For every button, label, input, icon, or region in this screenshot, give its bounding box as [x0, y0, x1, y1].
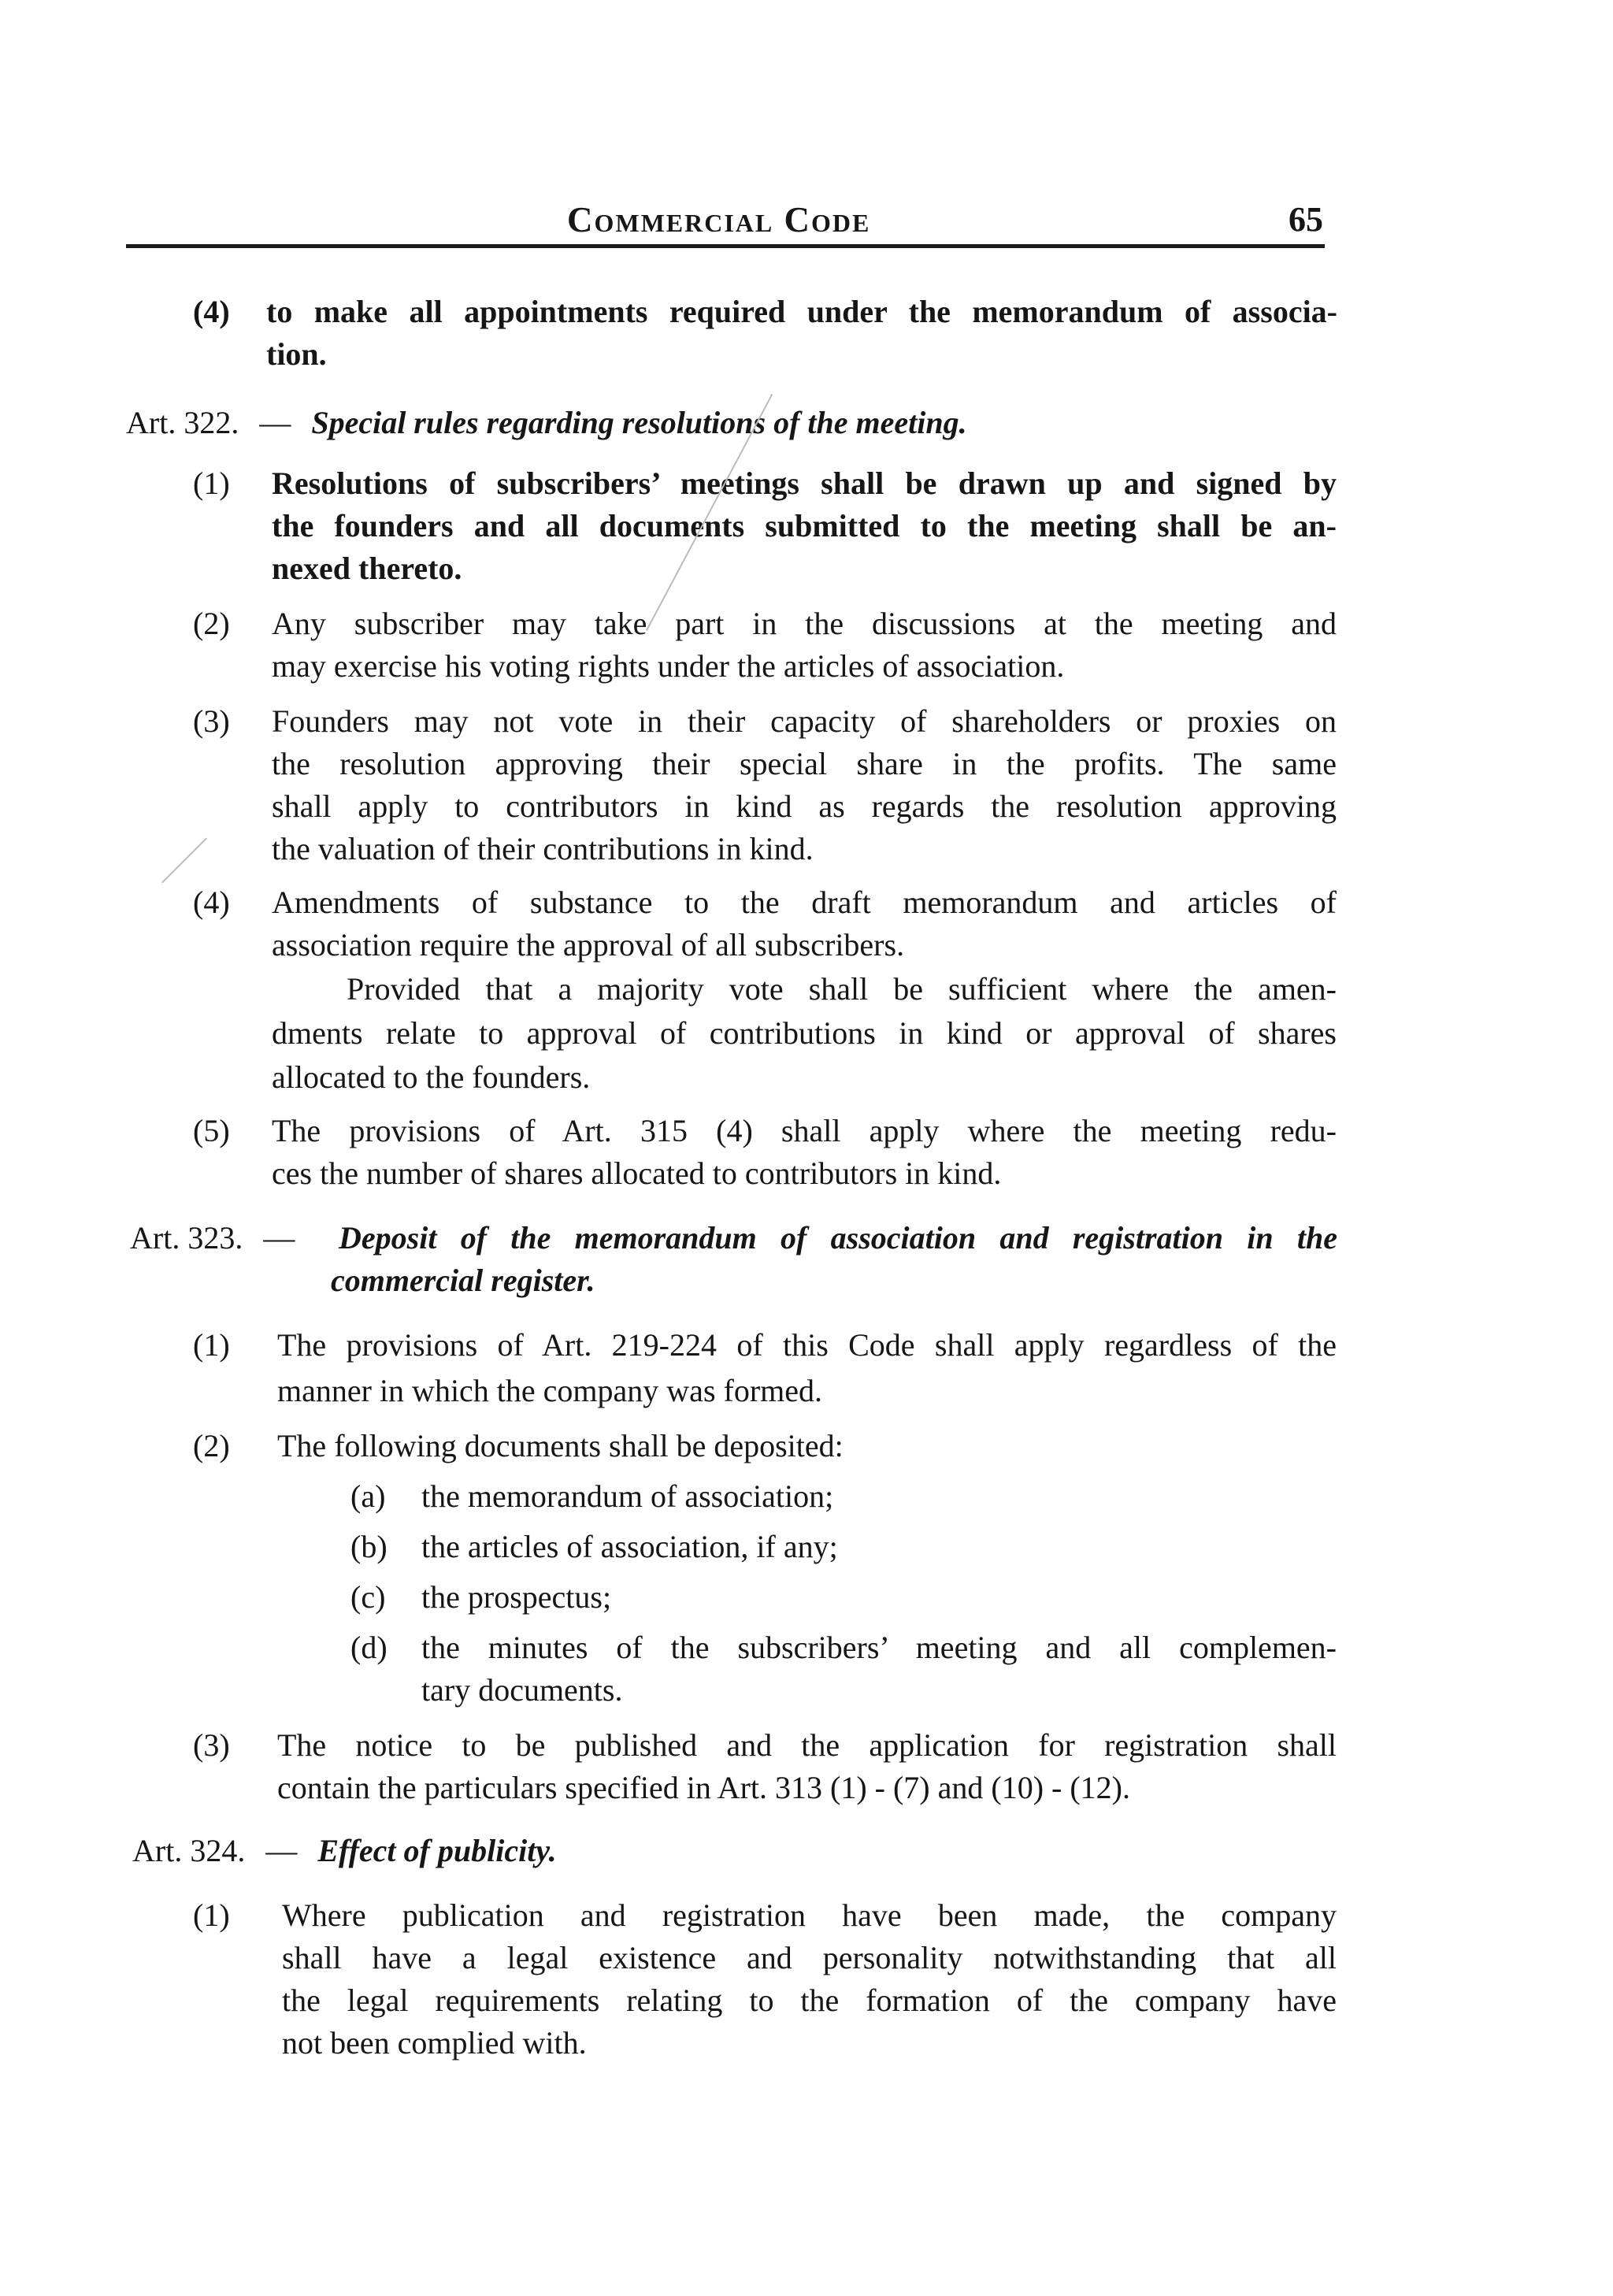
clause-text: the founders and all documents submitted to the meeting shall be an- — [272, 508, 1337, 543]
clause-number: (5) — [193, 1113, 230, 1148]
clause-number: (2) — [193, 606, 230, 641]
article-title: Special rules regarding resolutions of the meeting. — [311, 405, 967, 440]
clause-text: may exercise his voting rights under the articles of association. — [272, 648, 1065, 684]
clause-text: Provided that a majority vote shall be sufficient where the amen- — [347, 971, 1337, 1007]
clause-text: association require the approval of all subscribers. — [272, 927, 905, 963]
clause-number: (4) — [193, 885, 230, 920]
header-rule — [126, 244, 1325, 248]
article-dash: — — [263, 1220, 295, 1256]
article-dash: — — [265, 1833, 298, 1868]
article-dash: — — [259, 405, 291, 440]
clause-text: The following documents shall be deposited: — [277, 1428, 844, 1463]
running-title: Commercial Code — [567, 200, 871, 239]
article-heading — [132, 1832, 557, 1870]
clause-number: (1) — [193, 1897, 230, 1933]
clause-number: (2) — [193, 1428, 230, 1463]
clause-number: (1) — [193, 466, 230, 501]
list-item-number: (a) — [350, 1478, 386, 1514]
article-label: Art. 324. — [132, 1833, 246, 1868]
list-item-number: (b) — [350, 1529, 387, 1564]
clause-text: contain the particulars specified in Art. 313 (1) - (7) and (10) - (12). — [277, 1770, 1130, 1805]
list-item-text: the articles of association, if any; — [421, 1529, 838, 1564]
clause-text: Any subscriber may take part in the discussions at the meeting and — [272, 606, 1337, 641]
clause-text: allocated to the founders. — [272, 1059, 591, 1095]
clause-text: Amendments of substance to the draft memorandum and articles of — [272, 885, 1337, 920]
page-number: 65 — [1289, 200, 1323, 239]
clause-text: Where publication and registration have been made, the company — [282, 1897, 1337, 1933]
article-label: Art. 323. — [130, 1220, 243, 1256]
clause-number: (1) — [193, 1327, 230, 1363]
list-item-number: (c) — [350, 1579, 386, 1615]
clause-text: the legal requirements relating to the formation of the company have — [282, 1983, 1337, 2018]
clause-text: the valuation of their contributions in kind. — [272, 831, 814, 866]
clause-text: The notice to be published and the application for registration shall — [277, 1727, 1337, 1763]
clause-number: (4) — [193, 294, 230, 329]
clause-text: Resolutions of subscribers’ meetings shall be drawn up and signed by — [272, 466, 1337, 501]
pencil-mark — [161, 837, 207, 883]
clause-text: the resolution approving their special share in the profits. The same — [272, 746, 1337, 781]
page-header — [126, 185, 1323, 248]
clause-text: Founders may not vote in their capacity of shareholders or proxies on — [272, 703, 1337, 739]
article-label: Art. 322. — [126, 405, 239, 440]
clause-number: (3) — [193, 703, 230, 739]
list-item-text: the minutes of the subscribers’ meeting and all complemen- — [421, 1630, 1337, 1665]
list-item-text: the prospectus; — [421, 1579, 612, 1615]
clause-text: tion. — [266, 336, 327, 372]
article-title: Deposit of the memorandum of association and registration in the — [339, 1220, 1337, 1256]
article-heading — [126, 404, 967, 442]
clause-text: The provisions of Art. 219-224 of this Code shall apply regardless of the — [277, 1327, 1337, 1363]
list-item-text: tary documents. — [421, 1672, 623, 1708]
list-item-text: the memorandum of association; — [421, 1478, 834, 1514]
clause-text: shall have a legal existence and personality notwithstanding that all — [282, 1940, 1337, 1975]
clause-text: manner in which the company was formed. — [277, 1373, 823, 1408]
article-title: commercial register. — [331, 1263, 595, 1298]
clause-number: (3) — [193, 1727, 230, 1763]
clause-text: shall apply to contributors in kind as regards the resolution approving — [272, 788, 1337, 824]
clause-text: The provisions of Art. 315 (4) shall apply where the meeting redu- — [272, 1113, 1337, 1148]
article-title: Effect of publicity. — [317, 1833, 557, 1868]
clause-text: nexed thereto. — [272, 551, 462, 586]
clause-text: dments relate to approval of contributions in kind or approval of shares — [272, 1015, 1337, 1051]
clause-text: ces the number of shares allocated to contributors in kind. — [272, 1155, 1002, 1191]
clause-text: to make all appointments required under the memorandum of associa- — [266, 294, 1337, 329]
clause-text: not been complied with. — [282, 2025, 587, 2060]
article-heading — [130, 1219, 295, 1257]
list-item-number: (d) — [350, 1630, 387, 1665]
